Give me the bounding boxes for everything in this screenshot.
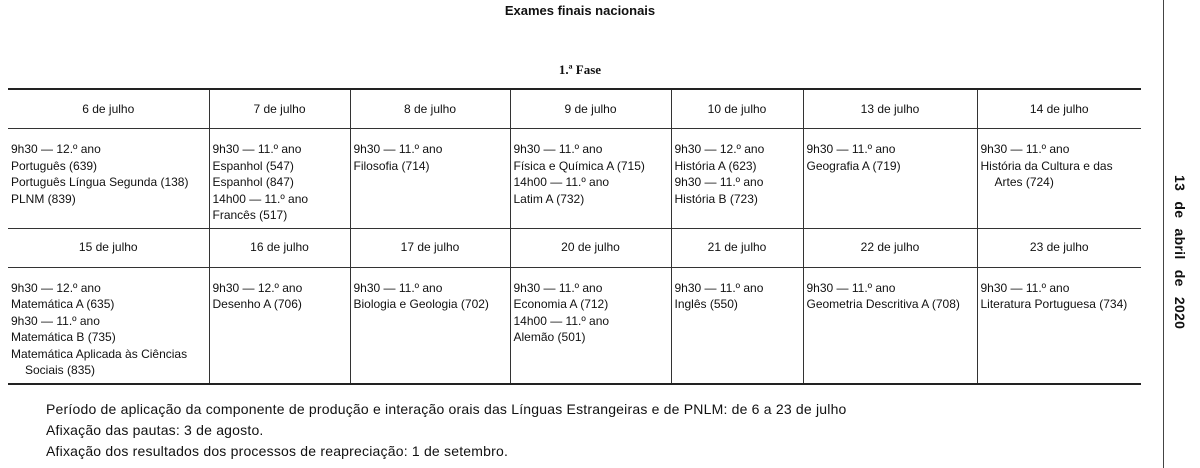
exam-time: 9h30 — 11.º ano: [806, 280, 896, 295]
phase-title: 1.ª Fase: [558, 62, 602, 77]
page-edge-line: [1163, 0, 1164, 468]
exam-subject: Alemão (501): [513, 330, 586, 344]
date-cell: 8 de julho: [350, 89, 510, 129]
date-cell: 22 de julho: [803, 228, 977, 267]
note-grades-posting: Afixação das pautas: 3 de agosto.: [46, 422, 264, 438]
exam-subject: História da Cultura e das Artes (724): [980, 158, 1113, 189]
date-cell: 13 de julho: [803, 89, 977, 129]
exam-subject: História A (623): [674, 158, 757, 173]
exam-cell: [8, 267, 209, 384]
exam-time: 14h00 — 11.º ano: [513, 175, 610, 189]
exam-cell: [671, 129, 803, 229]
exam-time: 9h30 — 11.º ano: [212, 142, 302, 156]
exam-time: 9h30 — 11.º ano: [11, 313, 100, 328]
side-date: 13 de abril de 2020: [1172, 175, 1188, 330]
exam-time: 9h30 — 11.º ano: [353, 142, 443, 156]
exam-cell: [350, 129, 510, 229]
date-row-week-1: [8, 89, 1141, 129]
exam-time: 9h30 — 12.º ano: [212, 280, 303, 295]
exam-subject: Espanhol (847): [212, 175, 294, 189]
exam-cell: [510, 267, 671, 384]
date-cell: 6 de julho: [8, 89, 209, 129]
date-cell: 10 de julho: [671, 89, 803, 129]
exam-subject: Economia A (712): [513, 297, 609, 311]
exam-cell: [209, 267, 350, 384]
exam-cell: [350, 267, 510, 384]
exam-cell: [209, 129, 350, 229]
exam-subject: Português (639): [11, 158, 98, 173]
exam-cell: [510, 129, 671, 229]
exam-time: 9h30 — 11.º ano: [806, 142, 896, 156]
exam-time: 9h30 — 11.º ano: [980, 280, 1070, 295]
date-cell: 15 de julho: [8, 228, 209, 267]
exam-schedule-table: [8, 88, 1141, 385]
exam-time: 9h30 — 11.º ano: [674, 175, 764, 189]
exam-row-week-2: [8, 267, 1141, 384]
date-cell: 23 de julho: [977, 228, 1141, 267]
exam-cell: [671, 267, 803, 384]
exam-cell: [803, 267, 977, 384]
exam-subject: Francês (517): [212, 208, 288, 222]
exam-time: 9h30 — 11.º ano: [513, 142, 603, 156]
date-cell: 14 de julho: [977, 89, 1141, 129]
date-cell: 20 de julho: [510, 228, 671, 267]
exam-time: 9h30 — 11.º ano: [980, 142, 1070, 156]
date-cell: 21 de julho: [671, 228, 803, 267]
exam-subject: História B (723): [674, 191, 758, 206]
notes-block: [46, 399, 847, 462]
note-oral-period: Período de aplicação da componente de produção e interação orais das Línguas Estrangeiras e de PNLM: de 6 a 23 de julho: [46, 401, 847, 417]
exam-row-week-1: [8, 129, 1141, 229]
exam-time: 9h30 — 12.º ano: [674, 142, 765, 156]
exam-subject: Filosofia (714): [353, 158, 430, 173]
exam-subject: Desenho A (706): [212, 297, 302, 311]
exam-time: 14h00 — 11.º ano: [513, 313, 610, 328]
exam-subject: Espanhol (547): [212, 158, 294, 173]
exam-subject: Matemática B (735): [11, 330, 116, 344]
exam-subject: Geografia A (719): [806, 158, 901, 173]
date-cell: 9 de julho: [510, 89, 671, 129]
date-row-week-2: [8, 228, 1141, 267]
date-cell: 16 de julho: [209, 228, 350, 267]
exam-time: 9h30 — 12.º ano: [11, 280, 101, 295]
date-cell: 17 de julho: [350, 228, 510, 267]
exam-time: 9h30 — 11.º ano: [674, 280, 764, 295]
exam-subject: Biologia e Geologia (702): [353, 297, 489, 311]
exam-subject: Matemática A (635): [11, 297, 115, 311]
exam-cell: [977, 267, 1141, 384]
exam-cell: [977, 129, 1141, 229]
exam-subject: Inglês (550): [674, 297, 738, 311]
exam-subject: Física e Química A (715): [513, 158, 645, 173]
exam-cell: [8, 129, 209, 229]
exam-time: 9h30 — 11.º ano: [513, 280, 603, 295]
exam-time: 14h00 — 11.º ano: [212, 191, 309, 206]
exam-subject: Geometria Descritiva A (708): [806, 297, 960, 311]
exam-time: 9h30 — 11.º ano: [353, 280, 443, 295]
note-review-results: Afixação dos resultados dos processos de reapreciação: 1 de setembro.: [46, 443, 509, 459]
exam-time: 9h30 — 12.º ano: [11, 142, 101, 156]
exam-cell: [803, 129, 977, 229]
date-cell: 7 de julho: [209, 89, 350, 129]
exam-subject: Literatura Portuguesa (734): [980, 297, 1128, 311]
exam-subject: Latim A (732): [513, 191, 585, 206]
exam-subject: PLNM (839): [11, 191, 76, 206]
exam-subject: Português Língua Segunda (138): [11, 175, 189, 189]
exam-subject: Matemática Aplicada às Ciências Sociais (835): [11, 346, 188, 377]
document-title: Exames finais nacionais: [504, 3, 656, 18]
